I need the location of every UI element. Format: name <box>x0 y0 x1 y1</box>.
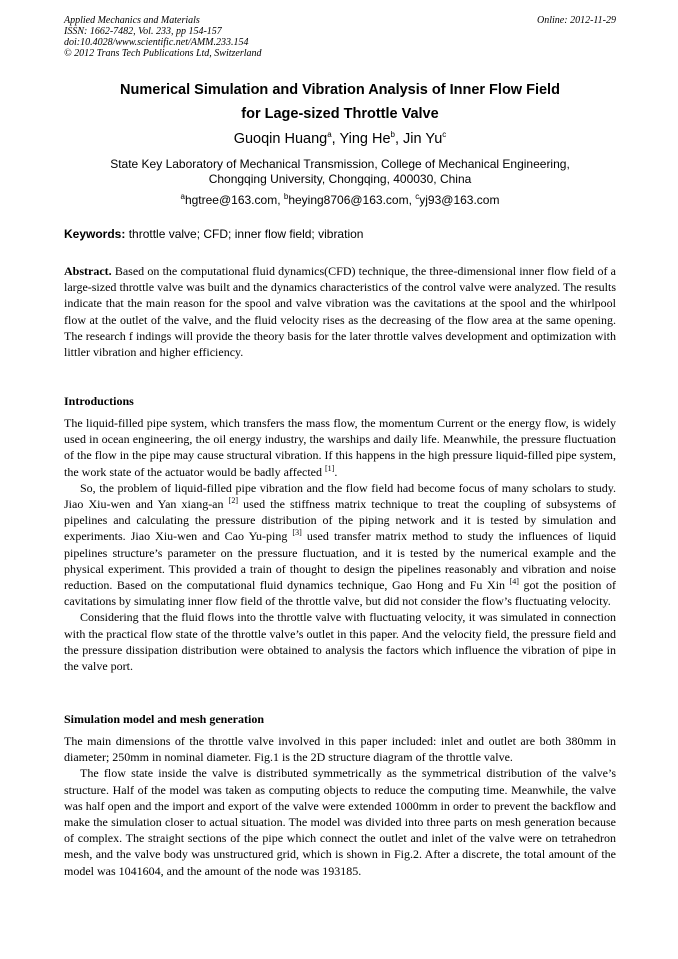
email-mark: b <box>283 192 289 201</box>
simulation-body <box>64 733 616 879</box>
paper-title-line-2: for Lage-sized Throttle Valve <box>241 106 439 122</box>
email-separator: , <box>408 193 416 207</box>
introduction-body <box>64 415 616 674</box>
simulation-paragraph-1: The main dimensions of the throttle valve involved in this paper included: inlet and outlet are both 380mm in diameter; 250mm in nominal diameter. Fig.1 is the 2D structure diagram of the throttle valve. <box>64 734 616 765</box>
author-mark: a <box>327 130 332 140</box>
author-separator: , <box>394 131 404 147</box>
affiliation-line-1: State Key Laboratory of Mechanical Transmission, College of Mechanical Engineering, <box>110 157 570 171</box>
copyright-line: © 2012 Trans Tech Publications Ltd, Switzerland <box>64 48 262 59</box>
intro-p1-end: . <box>334 464 338 479</box>
author-mark: b <box>390 130 395 140</box>
keywords <box>64 227 616 241</box>
citation-ref-2: [2] <box>228 496 238 506</box>
section-heading-simulation: Simulation model and mesh generation <box>64 712 265 726</box>
abstract <box>64 263 616 360</box>
intro-p1-text: The liquid-filled pipe system, which transfers the mass flow, the momentum Current or the energy flow, is widely used in ocean engineering, the oil energy industry, the warships and daily life. Meanwhile, the pressure fluctuation of the flow in the pipe may cause structural vibration. If this happens in the high pressure liquid-filled pipe system, the work state of the actuator would be badly affected <box>64 416 616 479</box>
intro-p2-c: used transfer matrix method to study the influences of liquid pipelines structure’s parameter on the pressure fluctuation, and it is tested by the numerical example and the physical experiment. This provided a train of thought to design the pipelines reasonably and vibration and noise reduction. Based on the computational fluid dynamics technique, Gao Hong and Fu Xin <box>64 529 616 593</box>
intro-paragraph-1 <box>64 415 616 480</box>
author-list <box>64 131 616 147</box>
email-list <box>64 193 616 207</box>
intro-p2-b: used the stiffness matrix technique to treat the coupling of subsystems of pipelines and calculating the pressure distribution of the piping network and it is tested by simulation and experiments. Jiao Xiu-wen and Cao Yu-ping <box>64 497 616 544</box>
section-heading-introductions: Introductions <box>64 394 134 408</box>
email-mark: a <box>180 192 185 201</box>
citation-ref-3: [3] <box>292 528 302 538</box>
citation-ref-4: [4] <box>509 577 519 587</box>
email-address: heying8706@163.com <box>288 193 409 207</box>
author-name: Ying He <box>339 131 391 147</box>
simulation-paragraph-2: The flow state inside the valve is distributed symmetrically as the symmetrical distribution of the valve’s structure. Half of the model was taken as computing objects to reduce the computing time. Meanwhile, the valve was half open and the import and export of the valve were extended 1000mm in order to prevent the backflow and make the simulation closer to actual situation. The model was divided into three parts on mesh generation because of complex. The straight sections of the pipe which connect the outlet and inlet of the valve were on tetrahedron mesh, and the valve body was unstructured grid, which is shown in Fig.2. After a discrete, the total amount of the model was 1041604, and the amount of the node was 193185. <box>64 766 616 878</box>
intro-p2-d: got the position of cavitations by simulating inner flow field of the throttle valve, but did not consider the flow’s fluctuating velocity. <box>64 578 616 609</box>
intro-p2-a: So, the problem of liquid-filled pipe vibration and the flow field had become focus of many scholars to study. Jiao Xiu-wen and Yan xiang-an <box>64 480 616 512</box>
online-date: Online: 2012-11-29 <box>537 15 616 26</box>
author-mark: c <box>442 130 447 140</box>
citation-ref-1: [1] <box>325 463 335 473</box>
issn-line: ISSN: 1662-7482, Vol. 233, pp 154-157 <box>64 26 222 37</box>
intro-paragraph-2 <box>64 480 616 610</box>
paper-title-line-1: Numerical Simulation and Vibration Analysis of Inner Flow Field <box>120 82 560 98</box>
email-mark: c <box>415 192 420 201</box>
author-name: Guoqin Huang <box>233 131 328 147</box>
journal-header <box>64 15 616 59</box>
journal-name: Applied Mechanics and Materials <box>64 15 200 26</box>
affiliation-line-2: Chongqing University, Chongqing, 400030, China <box>208 172 472 186</box>
abstract-label: Abstract. <box>64 264 112 278</box>
abstract-text: Based on the computational fluid dynamics(CFD) technique, the three-dimensional inner flow field of a large-sized throttle valve was built and the dynamics characteristics of the control valve were analyzed. The results indicate that the main reason for the spool and valve vibration was the cavitations at the spool and the whirlpool flow at the outlet of the valve, and the fluid velocity rises as the decreasing of the flow area at the same opening. The research f indings will provide the theory basis for the later throttle valves development and optimization with littler vibration and higher efficiency. <box>64 264 616 360</box>
author-separator: , <box>331 131 340 147</box>
keywords-text: throttle valve; CFD; inner flow field; vibration <box>125 227 364 241</box>
author-name: Jin Yu <box>403 131 443 147</box>
intro-paragraph-3: Considering that the fluid flows into the throttle valve with fluctuating velocity, it was simulated in connection with the practical flow state of the throttle valve’s outlet in this paper. And the velocity field, the pressure field and the pressure dissipation distribution were obtained to analysis the factors which influence the vibration of pipe in the valve port. <box>64 610 616 674</box>
keywords-label: Keywords: <box>64 227 126 241</box>
email-address: hgtree@163.com <box>184 193 278 207</box>
doi-line: doi:10.4028/www.scientific.net/AMM.233.154 <box>64 37 249 48</box>
email-address: yj93@163.com <box>419 193 500 207</box>
email-separator: , <box>277 193 284 207</box>
